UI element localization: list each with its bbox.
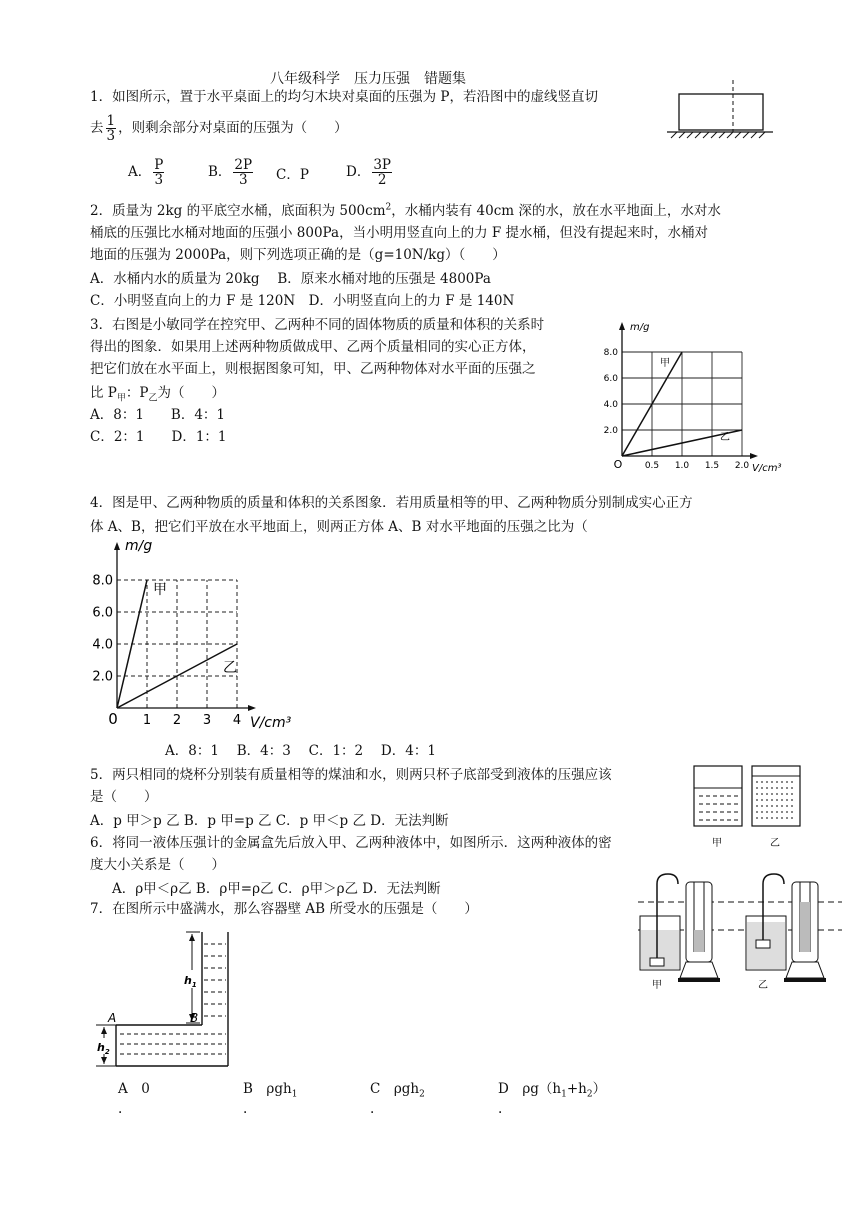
q6-line1: 6．将同一液体压强计的金属盒先后放入甲、乙两种液体中，如图所示．这两种液体的密 [90, 835, 612, 851]
q3-options-2: C．2：1 D．1：1 [90, 429, 227, 445]
q7-dot-a: . [118, 1101, 123, 1117]
q6-line2: 度大小关系是（ ） [90, 857, 225, 873]
q5-line2: 是（ ） [90, 789, 158, 805]
q6-options: A．ρ甲＜ρ乙 B．ρ甲=ρ乙 C．ρ甲＞ρ乙 D．无法判断 [112, 881, 441, 897]
q4-mass-volume-chart [84, 540, 314, 736]
q1-option-b: B． $\frac{2P}{3}$ [208, 157, 253, 188]
q5-label-jia: 甲 [712, 838, 722, 849]
q4-options: A．8：1 B．4：3 C．1：2 D．4：1 [165, 743, 436, 759]
q1-block-figure [665, 78, 775, 146]
q1-line2: 去 $\frac{1}{3}$ ，则剩余部分对桌面的压强为（ ） [90, 113, 348, 144]
y-tick-label: 8.0 [603, 348, 618, 358]
q7-option-d: D $\rho g(h_1+h_2)$ [498, 1081, 607, 1100]
x-tick-label: 1.0 [674, 461, 690, 471]
q3-options-1: A．8：1 B．4：1 [90, 407, 226, 423]
q1-option-d: D． $\frac{3P}{2}$ [346, 157, 392, 188]
q1-line1: 1．如图所示，置于水平桌面上的均匀木块对桌面的压强为 P，若沿图中的虚线竖直切 [90, 89, 598, 105]
q4-line2: 体 A、B，把它们平放在水平地面上，则两正方体 A、B 对水平地面的压强之比为（ [90, 519, 588, 535]
q3-line2: 得出的图象．如果用上述两种物质做成甲、乙两个质量相同的实心正方体， [90, 339, 536, 355]
x-tick-label: 1 [142, 713, 152, 728]
q2-line1: 2．质量为 2kg 的平底空水桶，底面积为 $500cm^2$，水桶内装有 40cm 深的水，放在水平地面上，水对水 [90, 202, 721, 219]
series-label-jia: 甲 [660, 358, 670, 369]
origin-label: 0 [108, 710, 118, 728]
x-tick-label: 2.0 [734, 461, 750, 471]
x-tick-label: 1.5 [704, 461, 720, 471]
series-label-jia: 甲 [153, 582, 167, 598]
q1-option-a: A． $\frac{P}{3}$ [128, 157, 164, 188]
q3-mass-volume-chart [592, 318, 792, 478]
q6-pressure-gauge-figure [634, 860, 846, 990]
q5-options: A．p 甲＞p 乙 B．p 甲=p 乙 C．p 甲＜p 乙 D．无法判断 [90, 813, 449, 829]
q7-option-c: C ρgh$_2$ [370, 1081, 425, 1100]
y-tick-label: 2.0 [92, 669, 113, 685]
y-tick-label: 2.0 [603, 426, 618, 436]
q5-line1: 5．两只相同的烧杯分别装有质量相等的煤油和水，则两只杯子底部受到液体的压强应该 [90, 767, 612, 783]
q7-label-h2: h [97, 1041, 105, 1054]
q3-line1: 3．右图是小敏同学在控究甲、乙两种不同的固体物质的质量和体积的关系时 [90, 317, 545, 333]
q7-option-b: B ρgh$_1$ [243, 1081, 298, 1100]
origin-label: O [613, 458, 623, 471]
y-tick-label: 4.0 [92, 637, 113, 653]
fraction-one-third: $\frac{1}{3}$ [106, 113, 116, 144]
x-axis-label: V/cm³ [752, 463, 782, 474]
x-axis-label: V/cm³ [250, 715, 292, 731]
x-tick-label: 4 [232, 713, 242, 728]
y-tick-label: 4.0 [603, 400, 618, 410]
q7-dot-c: . [370, 1101, 375, 1117]
series-label-yi: 乙 [720, 432, 730, 443]
q1-option-c: C．P [276, 167, 309, 183]
series-line-jia [117, 580, 147, 708]
y-axis-label: m/g [125, 540, 153, 554]
y-tick-label: 6.0 [603, 374, 618, 384]
x-tick-label: 0.5 [644, 461, 660, 471]
q7-label-a: A [108, 1011, 117, 1025]
series-label-yi: 乙 [223, 660, 237, 676]
x-axis-arrow [248, 705, 256, 711]
q7-dot-d: . [498, 1101, 503, 1117]
q2-line2: 桶底的压强比水桶对地面的压强小 800Pa，当小明用竖直向上的力 F 提水桶，但没有提起来时，水桶对 [90, 225, 709, 241]
q2-line3: 地面的压强为 2000Pa，则下列选项正确的是（g=10N/kg）（ ） [90, 247, 506, 263]
q7-container-figure [90, 926, 250, 1072]
q7-label-h1: h [184, 974, 192, 987]
page-title: 八年级科学 压力压强 错题集 [270, 71, 466, 87]
x-tick-label: 2 [172, 713, 182, 728]
q2-options-ab: A．水桶内水的质量为 20kg B．原来水桶对地的压强是 4800Pa [90, 271, 491, 287]
q6-label-yi: 乙 [758, 980, 768, 990]
q7-dot-b: . [243, 1101, 248, 1117]
q5-beakers-figure [690, 762, 820, 854]
q5-label-yi: 乙 [770, 838, 780, 849]
q4-line1: 4．图是甲、乙两种物质的质量和体积的关系图象．若用质量相等的甲、乙两种物质分别制成实心正方 [90, 495, 693, 511]
y-tick-label: 8.0 [92, 573, 113, 589]
q3-line3: 把它们放在水平面上，则根据图象可知，甲、乙两种物体对水平面的压强之 [90, 361, 536, 377]
svg-text:h2: $h_2$ [97, 1041, 110, 1056]
y-axis-arrow [114, 542, 120, 550]
q7-label-b: B [190, 1011, 199, 1025]
q7-line1: 7．在图所示中盛满水，那么容器壁 AB 所受水的压强是（ ） [90, 901, 478, 917]
q3-line4: 比 $P_甲$：$P_乙$为（ ） [90, 385, 225, 404]
q2-options-cd: C．小明竖直向上的力 F 是 120N D．小明竖直向上的力 F 是 140N [90, 293, 515, 309]
x-tick-label: 3 [202, 713, 212, 728]
q6-label-jia: 甲 [652, 980, 662, 990]
q7-option-a: A 0 [118, 1081, 150, 1097]
svg-text:h1: $h_1$ [184, 974, 197, 989]
y-axis-label: m/g [630, 322, 650, 333]
y-axis-arrow [619, 322, 625, 330]
x-axis-arrow [750, 453, 758, 459]
y-tick-label: 6.0 [92, 605, 113, 621]
